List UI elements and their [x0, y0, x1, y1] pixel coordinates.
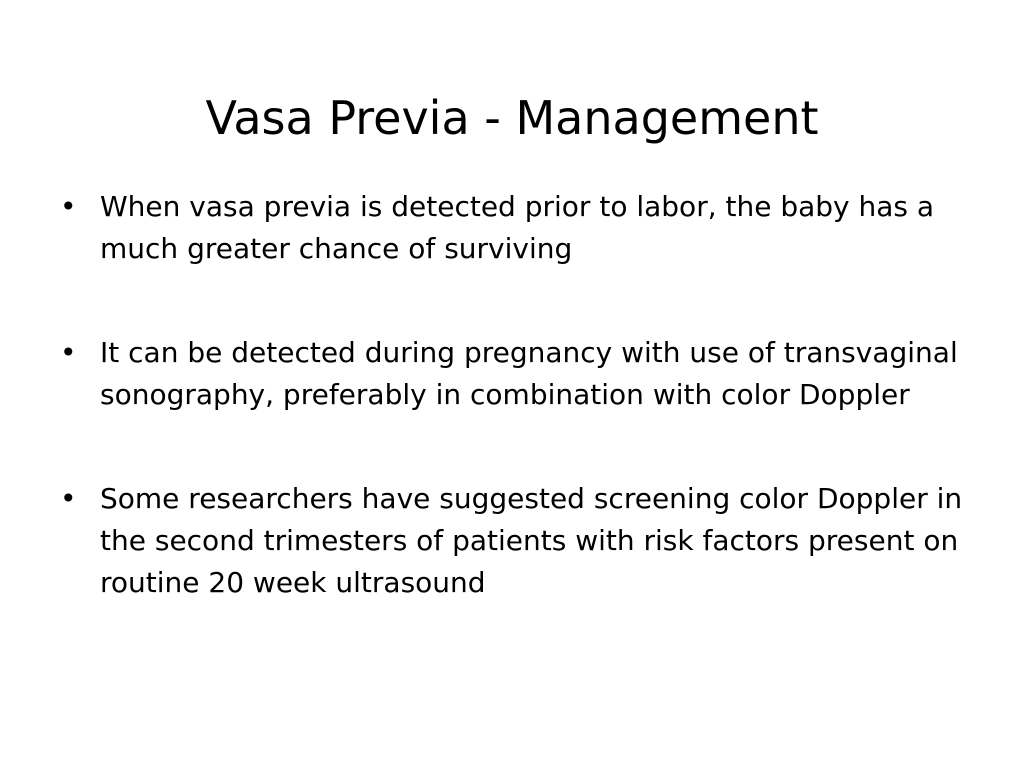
bullet-text: Some researchers have suggested screening color Doppler in the second trimesters of patients with risk factors present on routine 20 week ultrasound: [100, 482, 963, 599]
bullet-icon: •: [60, 482, 77, 515]
bullet-item: [60, 332, 970, 416]
slide-title: Vasa Previa - Management: [205, 91, 819, 145]
bullet-text: It can be detected during pregnancy with use of transvaginal sonography, preferably in combination with color Doppler: [100, 336, 958, 411]
bullet-icon: •: [60, 336, 77, 369]
bullet-icon: •: [60, 190, 77, 223]
bullet-item: [60, 478, 970, 604]
bullet-item: [60, 186, 970, 270]
bullet-list: [60, 186, 970, 666]
bullet-text: When vasa previa is detected prior to labor, the baby has a much greater chance of surviving: [100, 190, 935, 265]
